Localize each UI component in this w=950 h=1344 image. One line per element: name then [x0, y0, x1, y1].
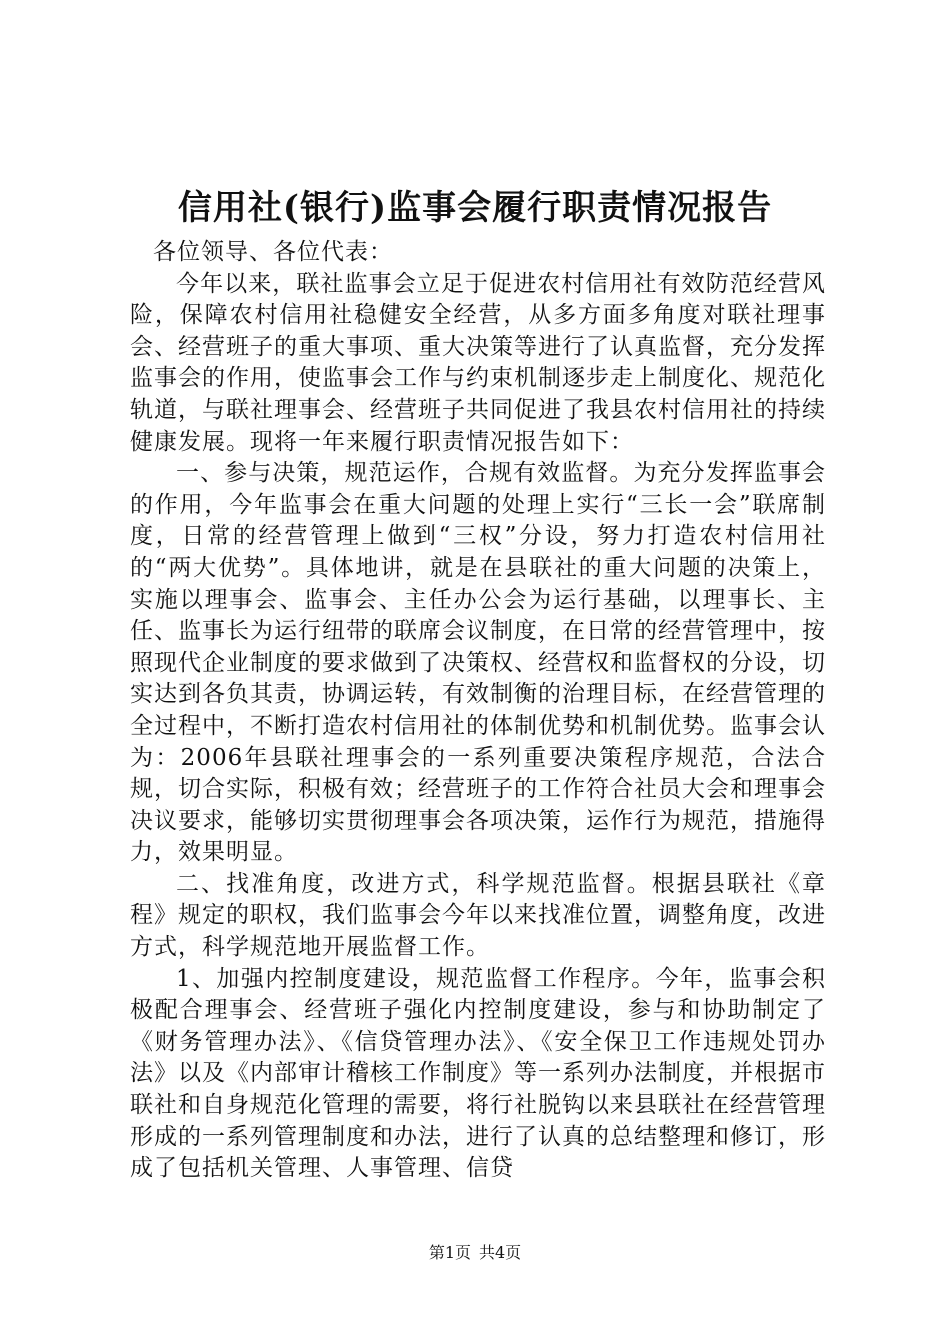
page-number: 第1页 — [428, 1243, 471, 1262]
paragraph-section-1: 一、参与决策，规范运作，合规有效监督。为充分发挥监事会的作用，今年监事会在重大问题的处理上实行“三长一会”联席制度，日常的经营管理上做到“三权”分设，努力打造农村信用社的“两大优势”。具体地讲，就是在县联社的重大问题的决策上，实施以理事会、监事会、主任办公会为运行基础，以理事长、主任、监事长为运行纽带的联席会议制度，在日常的经营管理中，按照现代企业制度的要求做到了决策权、经营权和监督权的分设，切实达到各负其责，协调运转，有效制衡的治理目标，在经营管理的全过程中，不断打造农村信用社的体制优势和机制优势。监事会认为：2006年县联社理事会的一系列重要决策程序规范，合法合规，切合实际，积极有效；经营班子的工作符合社员大会和理事会决议要求，能够切实贯彻理事会各项决策，运作行为规范，措施得力，效果明显。 — [130, 460, 826, 866]
page-footer — [0, 1242, 950, 1264]
greeting: 各位领导、各位代表： — [153, 239, 393, 265]
paragraph-intro: 今年以来，联社监事会立足于促进农村信用社有效防范经营风险，保障农村信用社稳健安全经营，从多方面多角度对联社理事会、经营班子的重大事项、重大决策等进行了认真监督，充分发挥监事会的作用，使监事会工作与约束机制逐步走上制度化、规范化轨道，与联社理事会、经营班子共同促进了我县农村信用社的持续健康发展。现将一年来履行职责情况报告如下： — [130, 270, 826, 455]
document-body — [130, 237, 826, 1185]
page-total: 共4页 — [479, 1243, 522, 1262]
document-title: 信用社(银行)监事会履行职责情况报告 — [177, 188, 773, 228]
paragraph-item-1: 1、加强内控制度建设，规范监督工作程序。今年，监事会积极配合理事会、经营班子强化内控制度建设，参与和协助制定了《财务管理办法》、《信贷管理办法》、《安全保卫工作违规处罚办法》以及《内部审计稽核工作制度》等一系列办法制度，并根据市联社和自身规范化管理的需要，将行社脱钩以来县联社在经营管理形成的一系列管理制度和办法，进行了认真的总结整理和修订，形成了包括机关管理、人事管理、信贷 — [130, 965, 826, 1182]
paragraph-section-2: 二、找准角度，改进方式，科学规范监督。根据县联社《章程》规定的职权，我们监事会今年以来找准位置，调整角度，改进方式，科学规范地开展监督工作。 — [130, 870, 826, 961]
